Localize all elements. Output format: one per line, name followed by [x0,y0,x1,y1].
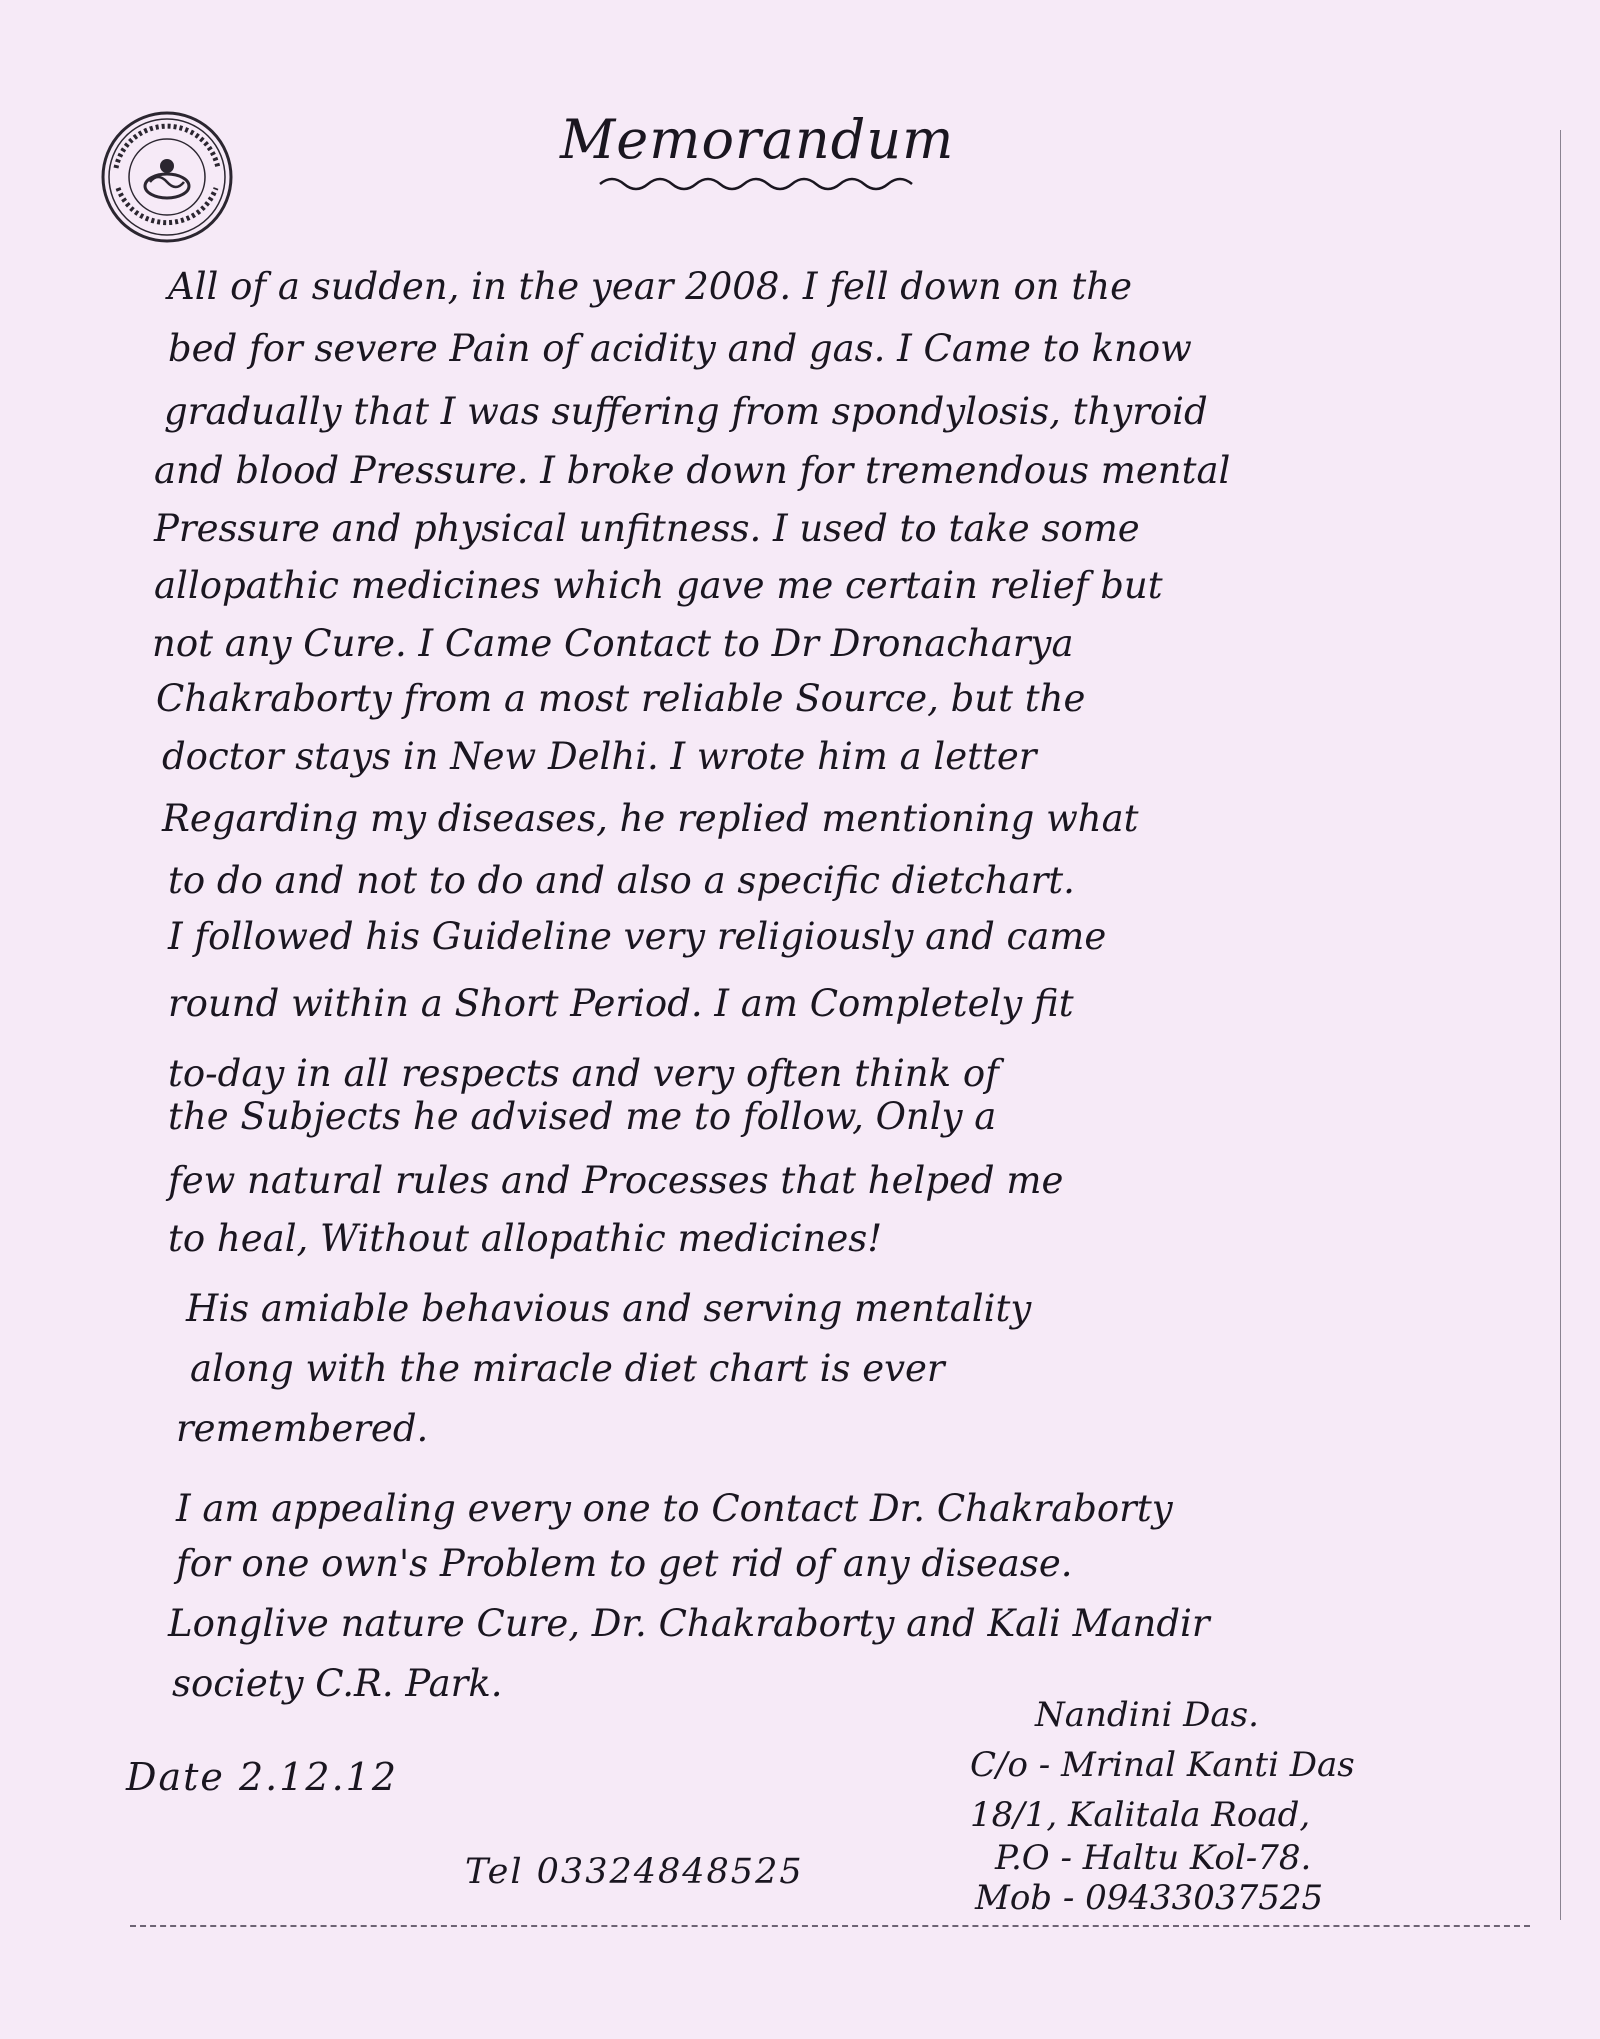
body-line: not any Cure. I Came Contact to Dr Dronacharya [152,622,1074,665]
body-line: Chakraborty from a most reliable Source, but the [156,677,1086,720]
body-line: I am appealing every one to Contact Dr. Chakraborty [176,1487,1173,1530]
signatory-name: Nandini Das. [1035,1695,1259,1735]
body-line: to heal, Without allopathic medicines! [168,1217,883,1260]
memo-date: Date 2.12.12 [126,1755,399,1799]
body-line: along with the miracle diet chart is ever [190,1347,945,1390]
body-line: remembered. [176,1407,429,1450]
signatory-address: 18/1, Kalitala Road, [970,1795,1311,1835]
body-line: His amiable behavious and serving mentality [186,1287,1032,1330]
body-line: All of a sudden, in the year 2008. I fell down on the [168,265,1132,308]
body-line: society C.R. Park. [172,1662,503,1705]
body-line: Longlive nature Cure, Dr. Chakraborty and Kali Mandir [168,1602,1210,1645]
organization-seal-icon [98,108,236,246]
body-line: bed for severe Pain of acidity and gas. I Came to know [168,327,1192,370]
body-line: to do and not to do and also a specific dietchart. [168,859,1075,902]
body-line: to-day in all respects and very often think of [168,1052,999,1095]
signatory-mobile: Mob - 09433037525 [975,1878,1324,1918]
page-right-edge [1560,130,1561,1920]
memorandum-title: Memorandum [560,108,955,171]
signatory-address-postal: P.O - Haltu Kol-78. [995,1838,1312,1878]
page-bottom-edge [130,1925,1530,1927]
body-line: few natural rules and Processes that helped me [168,1159,1064,1202]
body-line: Regarding my diseases, he replied mentioning what [162,797,1139,840]
signatory-care-of: C/o - Mrinal Kanti Das [970,1745,1355,1785]
body-line: the Subjects he advised me to follow, Only a [168,1095,997,1138]
body-line: allopathic medicines which gave me certain relief but [154,564,1163,607]
title-underline [560,170,940,196]
body-line: round within a Short Period. I am Completely fit [168,982,1074,1025]
body-line: for one own's Problem to get rid of any disease. [176,1542,1073,1585]
body-line: and blood Pressure. I broke down for tremendous mental [154,449,1231,492]
body-line: I followed his Guideline very religiously and came [168,915,1107,958]
body-line: Pressure and physical unfitness. I used to take some [154,507,1140,550]
body-line: gradually that I was suffering from spondylosis, thyroid [164,390,1208,433]
body-line: doctor stays in New Delhi. I wrote him a letter [162,735,1037,778]
telephone-number: Tel 03324848525 [465,1852,804,1892]
